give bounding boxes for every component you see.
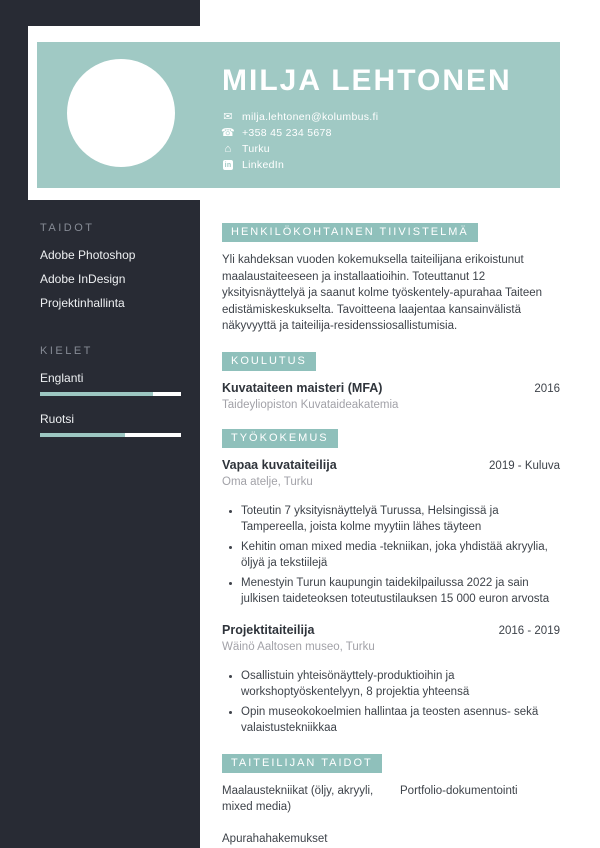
- experience-section-title: TYÖKOKEMUS: [222, 429, 338, 448]
- artist-skill: Portfolio-dokumentointi: [400, 784, 518, 797]
- summary-section: [222, 222, 560, 242]
- language-level-fill: [40, 392, 153, 396]
- job-bullet: • Toteutin 7 yksityisnäyttelyä Turussa, Helsingissä ja Tampereella, joista kolme myytiin lähes täyteen: [241, 503, 560, 536]
- header-text-block: [222, 64, 552, 173]
- language-level-bar: [40, 392, 181, 396]
- location-value: Turku: [242, 143, 270, 155]
- phone-value: +358 45 234 5678: [242, 127, 332, 139]
- artist-skills-section-title: TAITEILIJAN TAIDOT: [222, 754, 382, 773]
- contact-list: [222, 109, 552, 173]
- contact-row-location: [222, 141, 552, 157]
- summary-section-title: HENKILÖKOHTAINEN TIIVISTELMÄ: [222, 223, 478, 242]
- job-entry: [222, 623, 560, 737]
- school-name: Taideyliopiston Kuvataideakatemia: [222, 398, 399, 411]
- main-content: [222, 214, 560, 847]
- email-icon: ✉: [223, 110, 233, 123]
- header-band: [37, 42, 560, 188]
- job-role: Projektitaiteilija: [222, 622, 315, 637]
- sidebar-content: [40, 222, 181, 454]
- skill-item: Adobe Photoshop: [40, 248, 136, 262]
- education-section: [222, 351, 560, 371]
- language-name: Ruotsi: [40, 412, 75, 426]
- photo-placeholder: [67, 59, 175, 167]
- degree-title: Kuvataiteen maisteri (MFA): [222, 380, 383, 395]
- education-entry: [222, 381, 560, 412]
- spacer: [40, 321, 181, 345]
- home-icon: ⌂: [224, 142, 232, 155]
- language-level-bar: [40, 433, 181, 437]
- person-name: MILJA LEHTONEN: [222, 64, 512, 97]
- job-bullet: • Menestyin Turun kaupungin taidekilpailussa 2022 ja sain julkisen taideteoksen toteutustilauksen 15 000 euron arvosta: [241, 575, 560, 608]
- artist-skills-grid: [222, 783, 560, 847]
- job-entry: [222, 458, 560, 608]
- contact-row-email: [222, 109, 552, 125]
- job-bullet: • Osallistuin yhteisönäyttely-produktioihin ja workshoptyöskentelyyn, 8 projektia yhteensä: [241, 668, 560, 701]
- job-bullet: • Opin museokokoelmien hallintaa ja teosten asennus- sekä valaistustekniikkaa: [241, 704, 560, 737]
- phone-icon: ☎: [221, 126, 236, 139]
- job-org: Oma atelje, Turku: [222, 475, 313, 488]
- job-entry-head: [222, 458, 560, 473]
- job-entry-head: [222, 623, 560, 638]
- job-date: 2019 - Kuluva: [489, 459, 560, 472]
- education-section-title: KOULUTUS: [222, 352, 316, 371]
- job-org: Wäinö Aaltosen museo, Turku: [222, 640, 375, 653]
- artist-skills-section: [222, 753, 560, 773]
- language-name: Englanti: [40, 371, 84, 385]
- language-level-fill: [40, 433, 125, 437]
- linkedin-value: LinkedIn: [242, 159, 285, 171]
- contact-row-linkedin: [222, 157, 552, 173]
- experience-section: [222, 428, 560, 448]
- skill-item: Projektinhallinta: [40, 296, 125, 310]
- artist-skill: Maalaustekniikat (öljy, akryyli, mixed media): [222, 784, 374, 813]
- degree-date: 2016: [534, 382, 560, 395]
- education-entry-head: [222, 381, 560, 396]
- summary-paragraph: Yli kahdeksan vuoden kokemuksella taiteilijana erikoistunut maalaustaiteeseen ja installaatioihin. Toteuttanut 12 yksityisnäyttelyä ja saanut kolme työskentely-apurahaa Taiteen edistämiskeskukselta. Tavoitteena laajentaa kansainvälistä näkyvyyttä ja taiteilija-residenssiosallistumisia.: [222, 254, 543, 332]
- job-bullet-list: [222, 668, 560, 737]
- job-bullet-list: [222, 503, 560, 608]
- contact-row-phone: [222, 125, 552, 141]
- skills-section-title: TAIDOT: [40, 222, 95, 234]
- linkedin-icon: in: [224, 161, 232, 169]
- job-date: 2016 - 2019: [498, 624, 560, 637]
- job-bullet: • Kehitin oman mixed media -tekniikan, joka yhdistää akryylia, öljyä ja tekstiilejä: [241, 539, 560, 572]
- skill-item: Adobe InDesign: [40, 272, 126, 286]
- email-value: milja.lehtonen@kolumbus.fi: [242, 111, 379, 123]
- artist-skill: Apurahahakemukset: [222, 832, 328, 845]
- job-role: Vapaa kuvataiteilija: [222, 457, 337, 472]
- languages-section-title: KIELET: [40, 345, 93, 357]
